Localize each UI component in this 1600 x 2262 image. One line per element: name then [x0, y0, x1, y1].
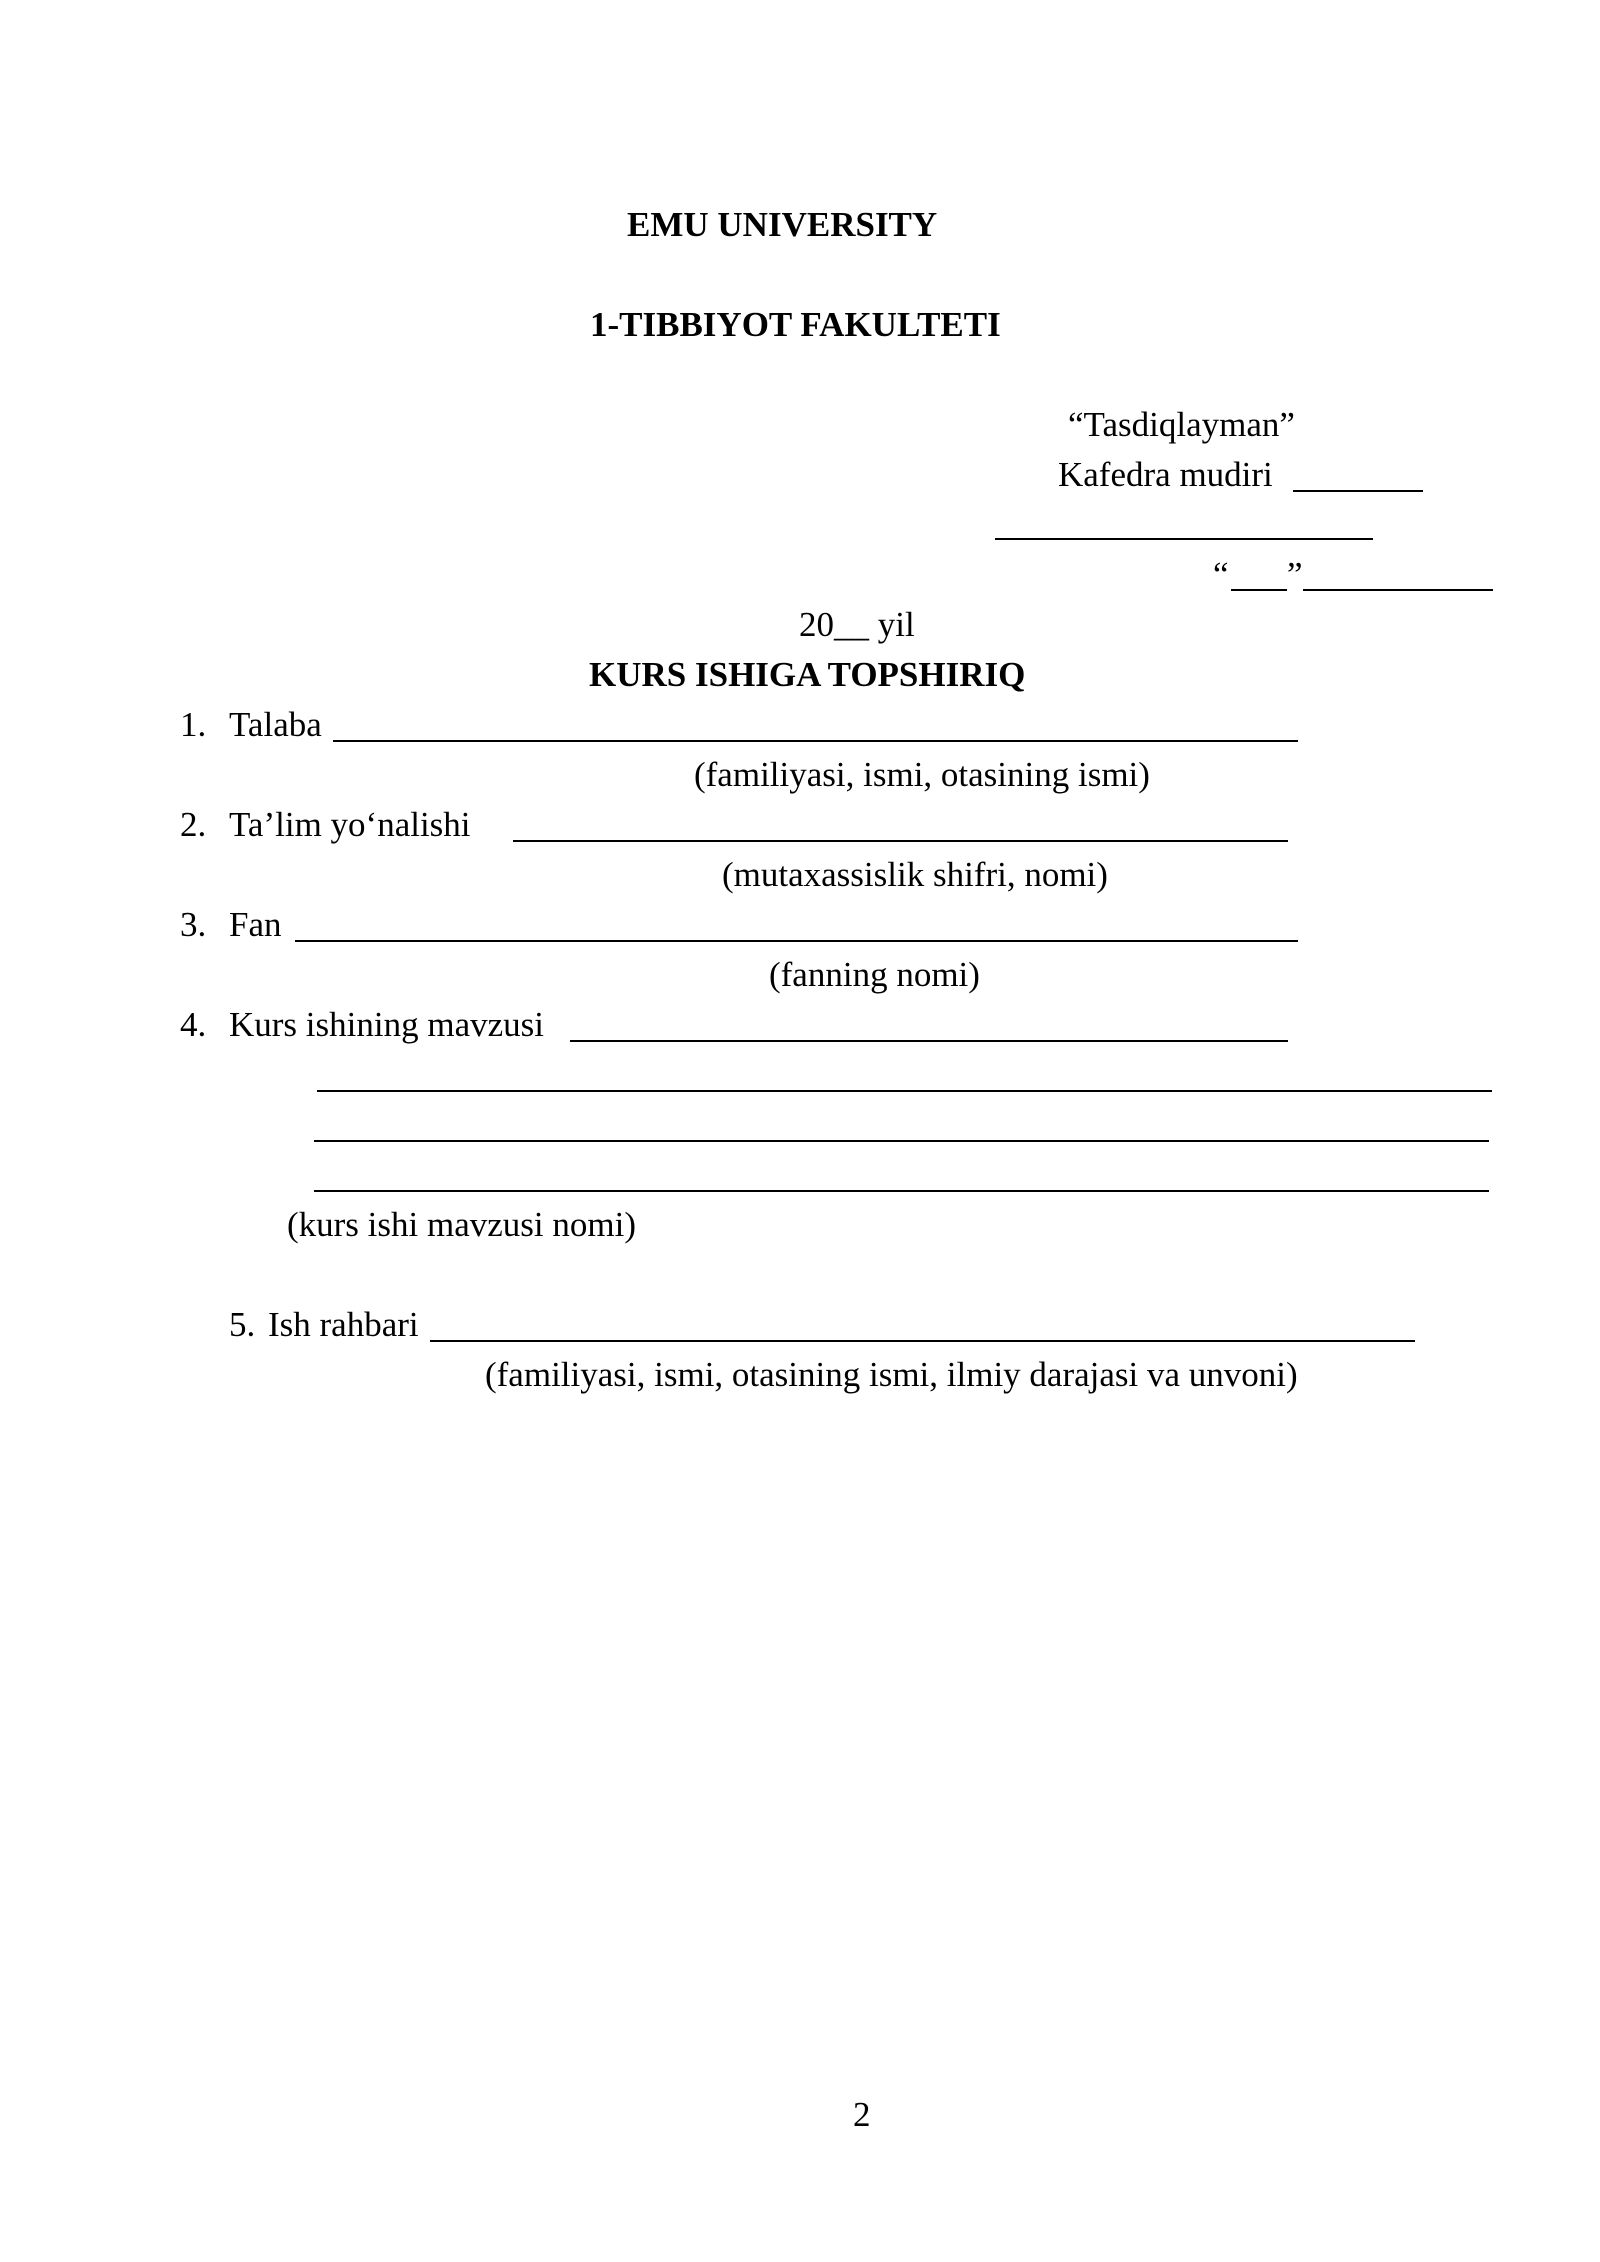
- subject-label: Fan: [229, 905, 282, 944]
- student-label: Talaba: [229, 705, 322, 744]
- education-direction-hint: (mutaxassislik shifri, nomi): [722, 855, 1108, 894]
- subject-hint: (fanning nomi): [769, 955, 980, 994]
- item-number: 1.: [180, 705, 207, 744]
- topic-line-continuation[interactable]: [314, 1140, 1489, 1142]
- approval-year: 20__ yil: [799, 605, 915, 644]
- education-direction-line[interactable]: [513, 840, 1288, 842]
- topic-line-continuation[interactable]: [317, 1090, 1492, 1092]
- topic-line[interactable]: [570, 1040, 1288, 1042]
- topic-hint: (kurs ishi mavzusi nomi): [287, 1205, 636, 1244]
- supervisor-label: Ish rahbari: [268, 1305, 419, 1344]
- faculty-name: 1-TIBBIYOT FAKULTETI: [590, 305, 1001, 344]
- item-number: 5.: [229, 1305, 256, 1344]
- approval-stamp: “Tasdiqlayman”: [1068, 405, 1295, 444]
- date-quote-open: “: [1213, 555, 1229, 594]
- topic-label: Kurs ishining mavzusi: [229, 1005, 544, 1044]
- date-day-line[interactable]: [1231, 589, 1287, 591]
- item-number: 2.: [180, 805, 207, 844]
- education-direction-label: Ta’lim yo‘nalishi: [229, 805, 471, 844]
- supervisor-line[interactable]: [430, 1340, 1415, 1342]
- topic-line-continuation[interactable]: [314, 1190, 1489, 1192]
- subject-line[interactable]: [295, 940, 1298, 942]
- head-signature-line[interactable]: [1293, 490, 1423, 492]
- document-title: KURS ISHIGA TOPSHIRIQ: [589, 655, 1026, 694]
- page-number: 2: [853, 2095, 871, 2134]
- head-of-department-label: Kafedra mudiri: [1058, 455, 1273, 494]
- university-name: EMU UNIVERSITY: [627, 205, 938, 244]
- student-name-line[interactable]: [333, 740, 1298, 742]
- date-quote-close: ”: [1287, 555, 1303, 594]
- head-name-line[interactable]: [995, 538, 1373, 540]
- student-hint: (familiyasi, ismi, otasining ismi): [694, 755, 1150, 794]
- supervisor-hint: (familiyasi, ismi, otasining ismi, ilmiy darajasi va unvoni): [485, 1355, 1298, 1394]
- item-number: 3.: [180, 905, 207, 944]
- item-number: 4.: [180, 1005, 207, 1044]
- date-month-line[interactable]: [1303, 589, 1493, 591]
